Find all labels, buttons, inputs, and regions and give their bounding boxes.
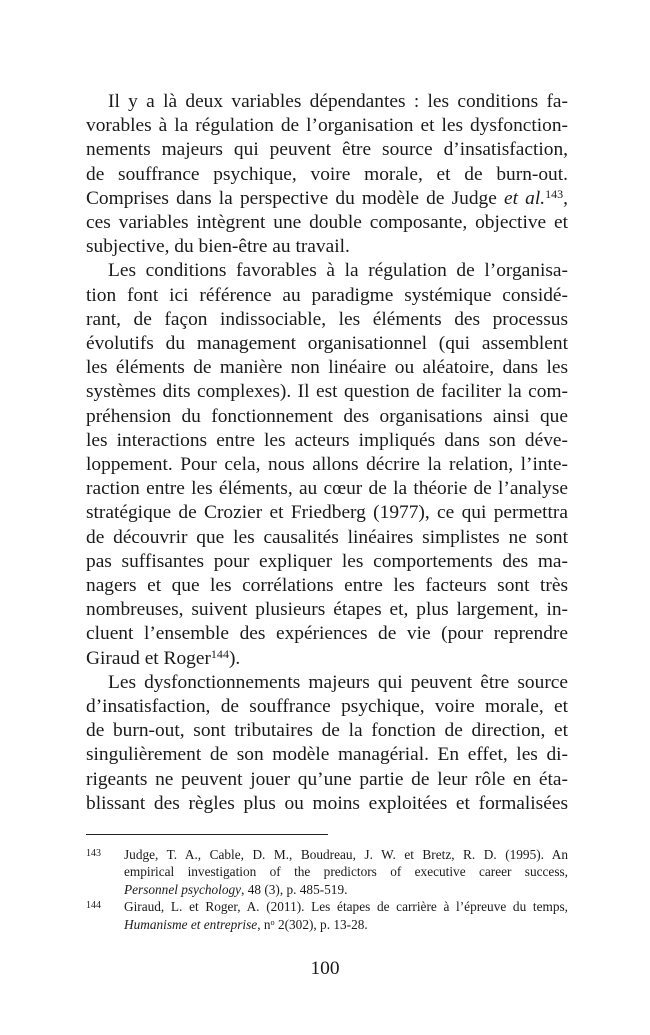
footnotes: [86, 846, 568, 933]
text-line: [86, 453, 568, 477]
text-run: les éléments de manière non linéaire ou aléatoire, dans les: [86, 357, 568, 379]
text-run: , 48 (3), p. 485-519.: [241, 881, 348, 897]
text-line: [86, 719, 568, 743]
text-line: [86, 792, 568, 816]
text-run: de burn-out, sont tributaires de la fonction de direction, et: [86, 720, 568, 742]
text-run: Les conditions favorables à la régulation de l’organisa-: [108, 260, 568, 282]
footnote: [86, 846, 568, 898]
text-run: d’insatisfaction, de souffrance psychique, voire morale, et: [86, 696, 568, 718]
text-run: tion font ici référence au paradigme systémique considé-: [86, 284, 568, 306]
text-line: [86, 768, 568, 792]
text-run: raction entre les éléments, au cœur de la théorie de l’analyse: [86, 478, 568, 500]
text-line: [86, 284, 568, 308]
text-run: ).: [228, 647, 241, 669]
text-line: [86, 429, 568, 453]
text-line: [86, 501, 568, 525]
text-run: nombreuses, suivent plusieurs étapes et, plus largement, in-: [86, 599, 568, 621]
paragraph: [86, 259, 568, 670]
text-run: rigeants ne peuvent jouer qu’une partie de leur rôle en éta-: [86, 768, 568, 790]
text-run: Les dysfonctionnements majeurs qui peuvent être source: [108, 671, 568, 693]
text-line: [86, 405, 568, 429]
text-line: [86, 574, 568, 598]
text-line: [86, 235, 568, 259]
text-line: [86, 138, 568, 162]
text-line: [86, 259, 568, 283]
paragraph: [86, 90, 568, 259]
text-run: empirical investigation of the predictors of executive career success,: [124, 864, 568, 880]
footnote-number: 143: [86, 848, 101, 859]
text-run: Giraud, L. et Roger, A. (2011). Les étapes de carrière à l’épreuve du temps,: [124, 899, 568, 915]
text-line: [86, 90, 568, 114]
text-run: cluent l’ensemble des expériences de vie (pour reprendre: [86, 623, 568, 645]
footnote-line: [124, 916, 568, 933]
text-line: [86, 647, 568, 671]
footnote: [86, 898, 568, 933]
italic-text: Personnel psychology: [124, 881, 242, 897]
text-run: singulièrement de son modèle managérial. En effet, les di-: [86, 744, 568, 766]
text-run: systèmes dits complexes). Il est question de faciliter la com-: [86, 381, 568, 403]
text-run: les interactions entre les acteurs impliqués dans son déve-: [86, 429, 568, 451]
footnote-line: [124, 846, 568, 863]
text-run: préhension du fonctionnement des organisations ainsi que: [86, 405, 568, 427]
page-number: 100: [310, 958, 340, 979]
text-run: blissant des règles plus ou moins exploitées et formalisées: [86, 792, 568, 814]
text-line: [86, 187, 568, 211]
footnote-number: 144: [86, 900, 101, 912]
footnote-line: [124, 881, 568, 898]
text-line: [86, 308, 568, 332]
text-run: Judge, T. A., Cable, D. M., Boudreau, J. W. et Bretz, R. D. (1995). An: [124, 847, 568, 862]
text-run: loppement. Pour cela, nous allons décrire la relation, l’inte-: [86, 454, 568, 476]
italic-text: et al.: [504, 187, 546, 209]
italic-text: Humanisme et entreprise: [124, 916, 258, 932]
footnote-separator: [86, 834, 328, 835]
text-line: [86, 332, 568, 356]
body-text: [86, 90, 568, 816]
text-line: [86, 695, 568, 719]
footnote-line: [124, 863, 568, 880]
text-run: subjective, du bien-être au travail.: [86, 236, 350, 258]
text-line: [86, 550, 568, 574]
text-line: [86, 114, 568, 138]
text-run: 2(302), p. 13-28.: [274, 916, 368, 932]
text-run: nagers et que les corrélations entre les facteurs sont très: [86, 575, 568, 597]
text-line: [86, 526, 568, 550]
text-run: Il y a là deux variables dépendantes : les conditions fa-: [108, 91, 568, 112]
text-run: de découvrir que les causalités linéaires simplistes ne sont: [86, 526, 568, 548]
text-run: Comprises dans la perspective du modèle de Judge: [86, 187, 505, 209]
text-run: nements majeurs qui peuvent être source d’insatisfaction,: [86, 139, 568, 161]
text-line: [86, 356, 568, 380]
text-line: [86, 211, 568, 235]
text-run: Giraud et Roger: [86, 647, 211, 669]
text-line: [86, 477, 568, 501]
text-run: ,: [563, 187, 568, 209]
text-run: vorables à la régulation de l’organisation et les dysfonction-: [86, 115, 568, 137]
text-run: pas suffisantes pour expliquer les comportements des ma-: [86, 550, 568, 572]
text-run: ces variables intègrent une double composante, objective et: [86, 212, 568, 234]
text-line: [86, 671, 568, 695]
text-run: de souffrance psychique, voire morale, et de burn-out.: [86, 163, 568, 185]
superscript: o: [270, 917, 275, 927]
text-line: [86, 163, 568, 187]
text-run: évolutifs du management organisationnel (qui assemblent: [86, 333, 568, 355]
text-line: [86, 622, 568, 646]
text-run: , n: [257, 916, 271, 932]
text-line: [86, 598, 568, 622]
text-line: [86, 380, 568, 404]
footnote-line: [124, 898, 568, 915]
superscript: 144: [210, 646, 229, 661]
text-line: [86, 743, 568, 767]
text-run: stratégique de Crozier et Friedberg (1977), ce qui permettra: [86, 502, 568, 524]
text-run: rant, de façon indissociable, les éléments des processus: [86, 308, 568, 330]
paragraph: [86, 671, 568, 816]
superscript: 143: [545, 186, 564, 201]
